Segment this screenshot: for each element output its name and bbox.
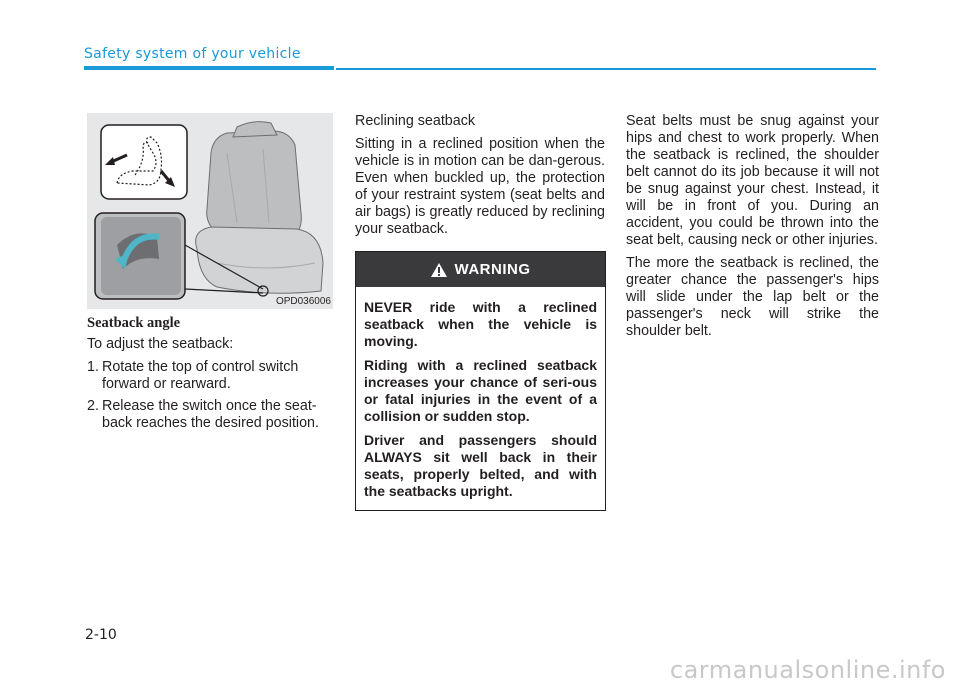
column-right [626, 113, 879, 346]
header-rule [336, 68, 876, 70]
list-item [87, 359, 333, 393]
reclining-paragraph: Sitting in a reclined position when the vehicle is in motion can be dan-gerous. Even when buckled up, the protection of your restraint system (seat belts and air bags) is greatly reduced by reclining your seatback. [355, 136, 605, 237]
header-rule-accent [84, 66, 334, 70]
step-text: Release the switch once the seat-back reaches the desired position. [102, 398, 319, 431]
list-item [87, 398, 333, 432]
step-text: Rotate the top of control switch forward or rearward. [102, 359, 299, 392]
heading-reclining-seatback: Reclining seatback [355, 113, 476, 129]
column-middle [355, 113, 605, 511]
warning-body [356, 287, 605, 510]
seatbelt-paragraph: Seat belts must be snug against your hips and chest to work properly. When the seatback is reclined, the shoulder belt cannot do its job because it will not be snug against your chest. Instead, it will be in front of you. During an accident, you could be thrown into the seat belt, causing neck or other injuries. [626, 113, 879, 248]
seat-illustration [87, 113, 333, 309]
warning-paragraph: NEVER ride with a reclined seatback when the vehicle is moving. [364, 299, 597, 349]
warning-paragraph: Riding with a reclined seatback increases your chance of seri-ous or fatal injuries in the event of a collision or sudden stop. [364, 357, 597, 424]
seat-recline-switch-illustration [87, 113, 333, 309]
warning-triangle-icon [431, 263, 447, 277]
watermark: carmanualsonline.info [669, 656, 946, 684]
column-left [87, 113, 333, 437]
intro-text: To adjust the seatback: [87, 336, 234, 352]
warning-title: WARNING [454, 261, 531, 278]
step-number: 2. [87, 398, 99, 414]
step-number: 1. [87, 359, 99, 375]
section-title: Safety system of your vehicle [84, 46, 301, 62]
warning-box [355, 251, 606, 511]
seatbelt-paragraph: The more the seatback is reclined, the greater chance the passenger's hips will slide under the lap belt or the passenger's neck will strike the shoulder belt. [626, 255, 879, 339]
page-number: 2-10 [85, 627, 117, 643]
warning-paragraph: Driver and passengers should ALWAYS sit well back in their seats, properly belted, and with the seatbacks upright. [364, 432, 597, 499]
steps-list [87, 359, 333, 432]
figure-code: OPD036006 [275, 296, 331, 307]
subheading-seatback-angle: Seatback angle [87, 315, 181, 331]
warning-header [356, 252, 605, 287]
